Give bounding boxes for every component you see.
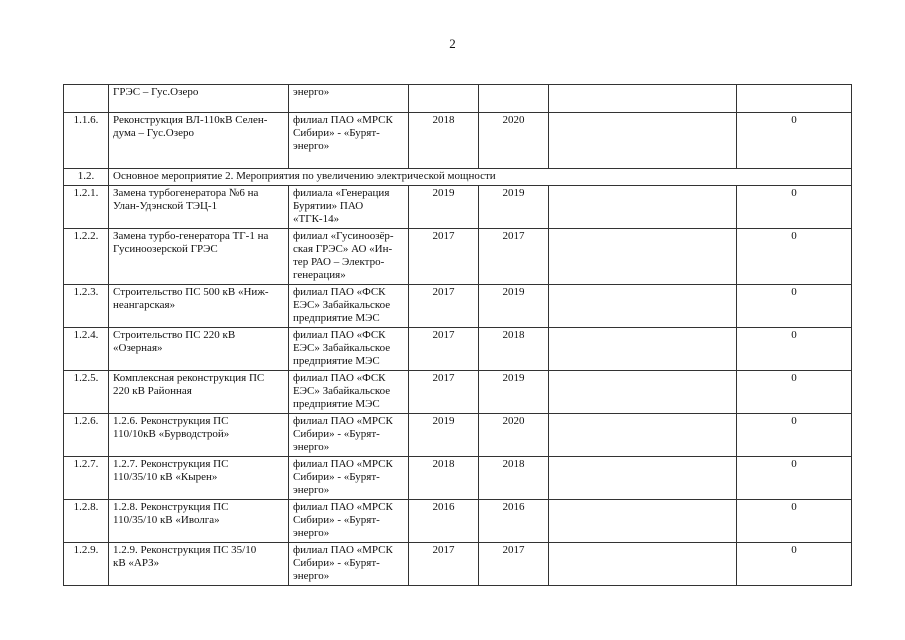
value-cell: 0: [737, 229, 852, 285]
start-year: 2017: [409, 543, 479, 586]
start-year: 2017: [409, 328, 479, 371]
empty-cell: [549, 113, 737, 169]
row-number: 1.2.8.: [64, 500, 109, 543]
empty-cell: [549, 186, 737, 229]
row-number: 1.2.5.: [64, 371, 109, 414]
measure-name: 1.2.6. Реконструкция ПС 110/10кВ «Бурводстрой»: [109, 414, 289, 457]
start-year: [409, 85, 479, 113]
end-year: [479, 85, 549, 113]
empty-cell: [549, 285, 737, 328]
executor-org: филиал ПАО «ФСК ЕЭС» Забайкальское предприятие МЭС: [289, 285, 409, 328]
end-year: 2018: [479, 328, 549, 371]
start-year: 2018: [409, 457, 479, 500]
value-cell: 0: [737, 371, 852, 414]
table-row: [64, 414, 852, 457]
empty-cell: [549, 543, 737, 586]
start-year: 2018: [409, 113, 479, 169]
row-number: 1.2.1.: [64, 186, 109, 229]
executor-org: филиал ПАО «ФСК ЕЭС» Забайкальское предприятие МЭС: [289, 328, 409, 371]
measure-name: Комплексная реконструкция ПС 220 кВ Районная: [109, 371, 289, 414]
measure-name: ГРЭС – Гус.Озеро: [109, 85, 289, 113]
section-row: [64, 169, 852, 186]
row-number: [64, 85, 109, 113]
table-row: [64, 371, 852, 414]
empty-cell: [549, 328, 737, 371]
value-cell: 0: [737, 457, 852, 500]
end-year: 2017: [479, 543, 549, 586]
value-cell: 0: [737, 113, 852, 169]
empty-cell: [549, 229, 737, 285]
start-year: 2019: [409, 414, 479, 457]
page-number: 2: [449, 36, 456, 51]
value-cell: 0: [737, 500, 852, 543]
executor-org: филиал ПАО «МРСК Сибири» - «Бурят- энерго»: [289, 113, 409, 169]
measure-name: 1.2.9. Реконструкция ПС 35/10 кВ «АРЗ»: [109, 543, 289, 586]
start-year: 2019: [409, 186, 479, 229]
executor-org: филиал ПАО «МРСК Сибири» - «Бурят- энерго»: [289, 500, 409, 543]
table-row: [64, 85, 852, 113]
value-cell: [737, 85, 852, 113]
executor-org: филиал ПАО «МРСК Сибири» - «Бурят- энерго»: [289, 414, 409, 457]
end-year: 2018: [479, 457, 549, 500]
measures-table: [63, 84, 852, 586]
end-year: 2017: [479, 229, 549, 285]
value-cell: 0: [737, 543, 852, 586]
section-title: Основное мероприятие 2. Мероприятия по увеличению электрической мощности: [109, 169, 852, 186]
measure-name: Замена турбогенератора №6 на Улан-Удэнской ТЭЦ-1: [109, 186, 289, 229]
measure-name: Строительство ПС 500 кВ «Ниж- неангарская»: [109, 285, 289, 328]
measure-name: Замена турбо-генератора ТГ-1 на Гусиноозерской ГРЭС: [109, 229, 289, 285]
start-year: 2017: [409, 229, 479, 285]
executor-org: филиала «Генерация Бурятии» ПАО «ТГК-14»: [289, 186, 409, 229]
table-row: [64, 543, 852, 586]
executor-org: филиал ПАО «МРСК Сибири» - «Бурят- энерго»: [289, 543, 409, 586]
end-year: 2019: [479, 285, 549, 328]
table-row: [64, 500, 852, 543]
value-cell: 0: [737, 328, 852, 371]
table-row: [64, 229, 852, 285]
table-row: [64, 328, 852, 371]
empty-cell: [549, 457, 737, 500]
row-number: 1.2.4.: [64, 328, 109, 371]
value-cell: 0: [737, 414, 852, 457]
table-row: [64, 285, 852, 328]
measure-name: Строительство ПС 220 кВ «Озерная»: [109, 328, 289, 371]
empty-cell: [549, 85, 737, 113]
empty-cell: [549, 414, 737, 457]
empty-cell: [549, 500, 737, 543]
end-year: 2019: [479, 186, 549, 229]
row-number: 1.2.7.: [64, 457, 109, 500]
measure-name: 1.2.7. Реконструкция ПС 110/35/10 кВ «Кырен»: [109, 457, 289, 500]
row-number: 1.2.6.: [64, 414, 109, 457]
measure-name: Реконструкция ВЛ-110кВ Селен- дума – Гус.Озеро: [109, 113, 289, 169]
table-row: [64, 457, 852, 500]
row-number: 1.1.6.: [64, 113, 109, 169]
end-year: 2016: [479, 500, 549, 543]
row-number: 1.2.9.: [64, 543, 109, 586]
executor-org: филиал «Гусиноозёр- ская ГРЭС» АО «Ин- тер РАО – Электро- генерация»: [289, 229, 409, 285]
measure-name: 1.2.8. Реконструкция ПС 110/35/10 кВ «Иволга»: [109, 500, 289, 543]
end-year: 2020: [479, 113, 549, 169]
end-year: 2019: [479, 371, 549, 414]
table-row: [64, 113, 852, 169]
end-year: 2020: [479, 414, 549, 457]
value-cell: 0: [737, 285, 852, 328]
executor-org: филиал ПАО «ФСК ЕЭС» Забайкальское предприятие МЭС: [289, 371, 409, 414]
section-number: 1.2.: [64, 169, 109, 186]
row-number: 1.2.2.: [64, 229, 109, 285]
start-year: 2017: [409, 371, 479, 414]
start-year: 2016: [409, 500, 479, 543]
empty-cell: [549, 371, 737, 414]
executor-org: филиал ПАО «МРСК Сибири» - «Бурят- энерго»: [289, 457, 409, 500]
executor-org: энерго»: [289, 85, 409, 113]
start-year: 2017: [409, 285, 479, 328]
row-number: 1.2.3.: [64, 285, 109, 328]
value-cell: 0: [737, 186, 852, 229]
table-row: [64, 186, 852, 229]
